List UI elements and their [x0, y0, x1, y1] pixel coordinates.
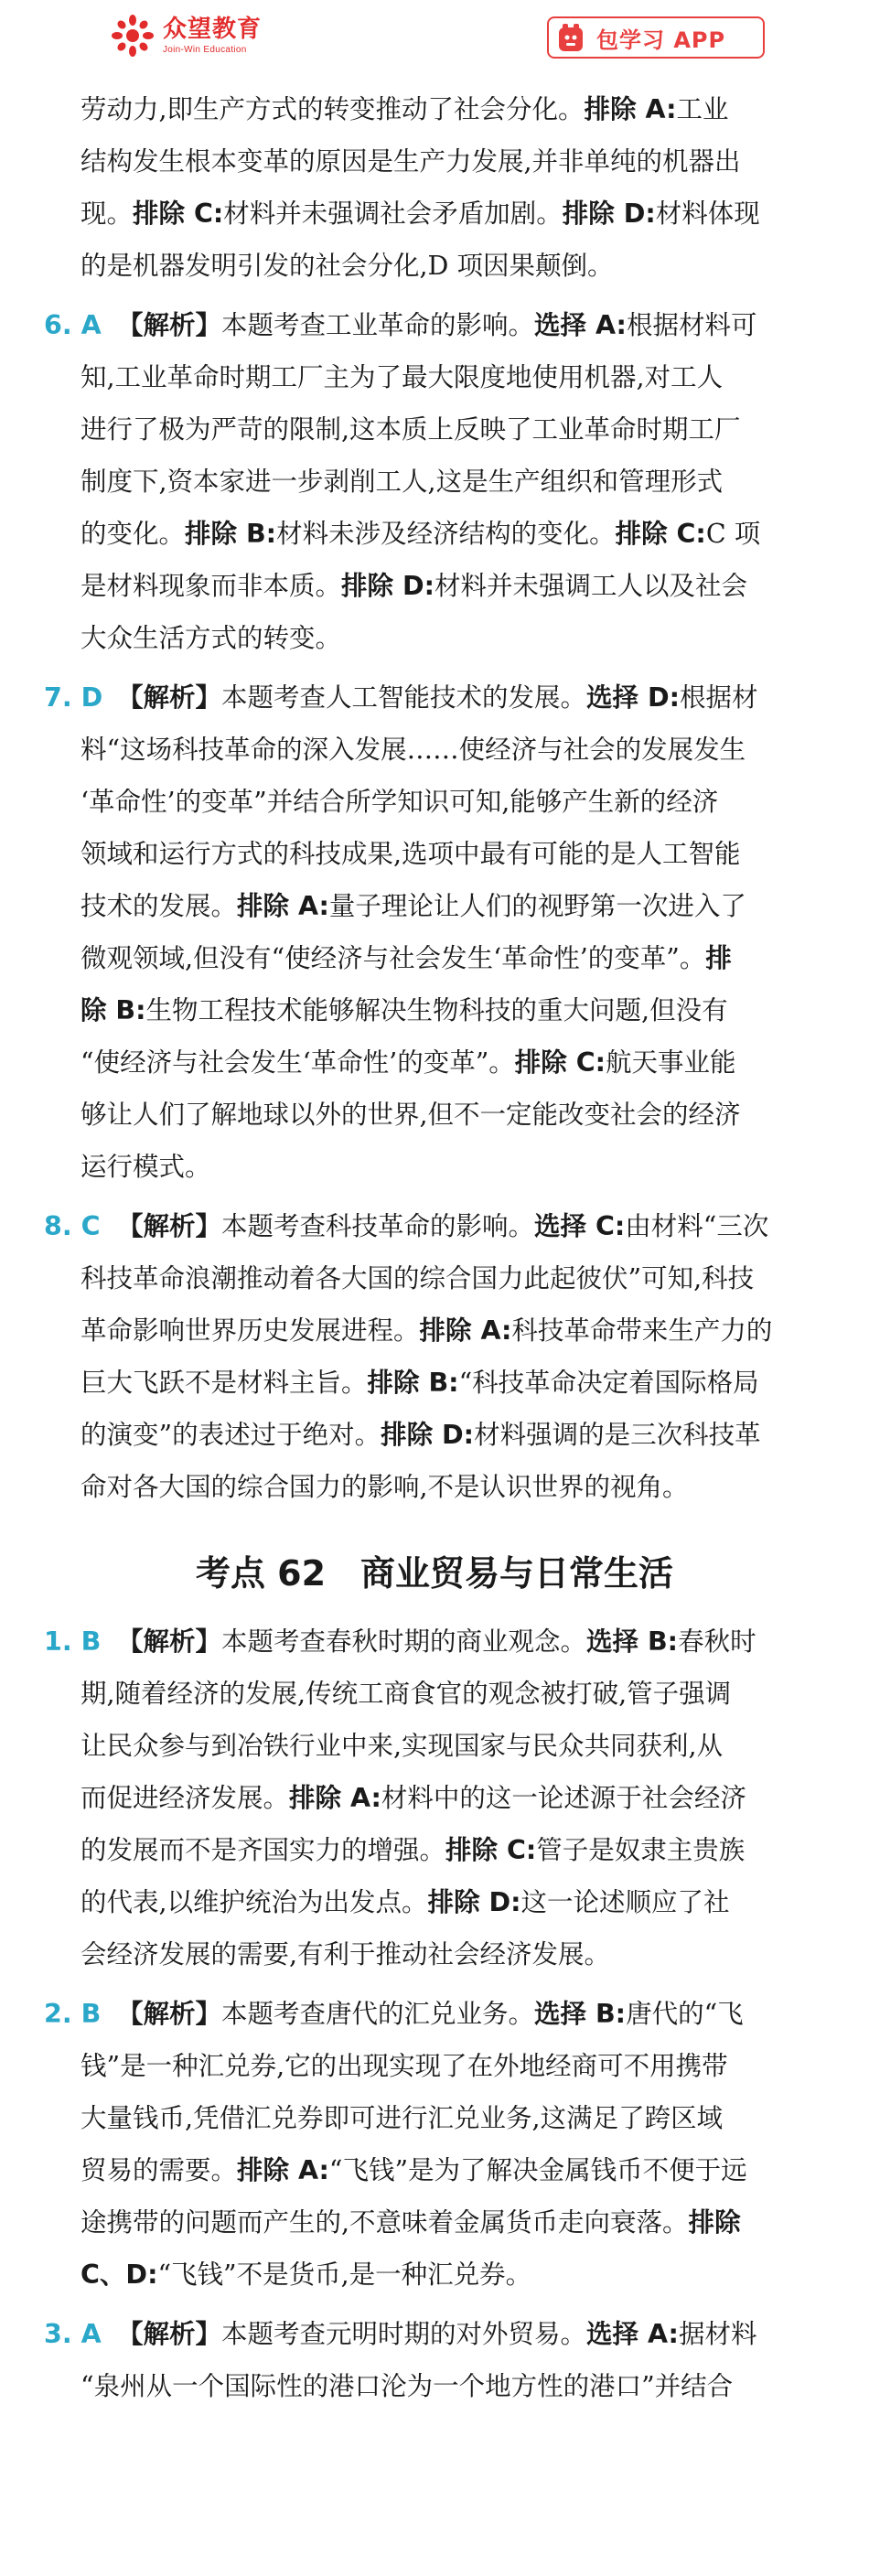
text-segment: 的发展而不是齐国实力的增强。 — [80, 1835, 446, 1865]
text-segment: 的是机器发明引发的社会分化,D 项因果颠倒。 — [80, 251, 614, 281]
question-number: 8. C — [44, 1211, 101, 1241]
bold-label: 【解析】 — [117, 1211, 222, 1241]
bold-label: 排除 C: — [615, 519, 706, 549]
text-segment: 让民众参与到冶铁行业中来,实现国家与民众共同获利,从 — [80, 1731, 724, 1761]
text-line — [117, 1624, 756, 1660]
text-segment: 根据材 — [680, 682, 758, 713]
bold-label: 排除 A: — [584, 94, 677, 124]
app-download-badge[interactable] — [547, 16, 765, 59]
bold-label: 排除 C: — [445, 1835, 537, 1865]
bold-label: 排除 B: — [185, 519, 277, 549]
bold-label: 排除 B: — [367, 1368, 459, 1398]
bold-label: 排除 D: — [427, 1887, 521, 1917]
text-segment: 由材料“三次 — [625, 1211, 769, 1241]
text-segment: 的演变”的表述过于绝对。 — [80, 1420, 381, 1450]
text-line — [80, 464, 723, 500]
text-segment: 大量钱币,凭借汇兑券即可进行汇兑业务,这满足了跨区域 — [80, 2103, 724, 2133]
text-segment: 期,随着经济的发展,传统工商食官的观念被打破,管子强调 — [80, 1679, 732, 1709]
bold-label: 排除 — [688, 2207, 741, 2238]
bold-label: C、D: — [80, 2259, 158, 2290]
text-segment: 制度下,资本家进一步剥削工人,这是生产组织和管理形式 — [80, 467, 724, 497]
text-segment: 结构发生根本变革的原因是生产力发展,并非单纯的机器出 — [80, 146, 741, 177]
text-segment: 生物工程技术能够解决生物科技的重大问题,但没有 — [145, 995, 728, 1025]
text-line — [80, 1469, 689, 1506]
text-line — [80, 1728, 723, 1765]
brand-logo-icon — [110, 13, 156, 59]
bold-label: 排除 A: — [289, 1783, 381, 1813]
question-number: 6. A — [44, 310, 102, 340]
app-icon — [558, 23, 584, 52]
text-segment: 本题考查科技革命的影响。 — [221, 1211, 535, 1241]
text-segment: 春秋时 — [678, 1626, 756, 1657]
text-line — [80, 1045, 736, 1081]
brand-logo — [110, 13, 262, 59]
bold-label: 排除 D: — [381, 1420, 475, 1450]
text-segment: 材料体现 — [655, 199, 760, 229]
text-segment: 的代表,以维护统治为出发点。 — [80, 1887, 428, 1917]
text-segment: 会经济发展的需要,有利于推动社会经济发展。 — [80, 1939, 611, 1970]
text-segment: 知,工业革命时期工厂主为了最大限度地使用机器,对工人 — [80, 362, 724, 392]
text-segment: 唐代的“飞 — [626, 1999, 744, 2029]
section-title: 考点 62 商业贸易与日常生活 — [195, 1553, 674, 1594]
bold-label: 选择 C: — [534, 1211, 626, 1241]
text-segment: 技术的发展。 — [80, 891, 238, 921]
text-line — [80, 1884, 730, 1921]
text-line — [80, 888, 746, 925]
text-segment: 领域和运行方式的科技成果,选项中最有可能的是人工智能 — [80, 839, 741, 869]
text-segment: 进行了极为严苛的限制,这本质上反映了工业革命时期工厂 — [80, 414, 741, 445]
text-segment: “飞钱”是为了解决金属钱币不便于远 — [328, 2155, 747, 2185]
text-segment: ‘革命性’的变革”并结合所学知识可知,能够产生新的经济 — [80, 787, 719, 817]
page-header — [0, 0, 869, 79]
text-line — [80, 1676, 731, 1712]
text-line — [80, 2100, 723, 2137]
bold-label: 排除 D: — [341, 571, 434, 601]
text-line — [80, 1780, 746, 1817]
text-segment: 本题考查元明时期的对外贸易。 — [221, 2319, 587, 2349]
text-segment: 这一论述顺应了社 — [520, 1887, 730, 1917]
text-segment: 科技革命带来生产力的 — [511, 1315, 773, 1346]
text-segment: 革命影响世界历史发展进程。 — [80, 1315, 420, 1346]
bold-label: 选择 B: — [534, 1999, 627, 2029]
text-segment: 量子理论让人们的视野第一次进入了 — [328, 891, 746, 921]
text-line — [80, 2048, 728, 2085]
text-line — [117, 1996, 744, 2033]
text-segment: 材料中的这一论述源于社会经济 — [381, 1783, 746, 1813]
text-segment: 现。 — [80, 199, 134, 229]
text-segment: 材料并未强调工人以及社会 — [434, 571, 748, 601]
text-line — [80, 2368, 733, 2405]
text-segment: 劳动力,即生产方式的转变推动了社会分化。 — [80, 94, 585, 124]
bold-label: 排除 A: — [419, 1315, 512, 1346]
text-segment: C 项 — [705, 519, 761, 549]
text-line — [80, 1365, 759, 1401]
text-segment: 而促进经济发展。 — [80, 1783, 290, 1813]
text-line — [117, 2316, 756, 2353]
bold-label: 选择 A: — [586, 2319, 679, 2349]
text-line — [117, 680, 758, 716]
bold-label: 排除 A: — [237, 891, 329, 921]
bold-label: 排除 C: — [514, 1047, 606, 1078]
text-segment: 航天事业能 — [606, 1047, 736, 1078]
question-number: 2. B — [44, 1999, 102, 2029]
text-segment: 钱”是一种汇兑券,它的出现实现了在外地经商可不用携带 — [80, 2051, 728, 2081]
bold-label: 排除 D: — [562, 199, 656, 229]
text-segment: 的变化。 — [80, 519, 186, 549]
question-number: 1. B — [44, 1626, 102, 1657]
text-segment: 够让人们了解地球以外的世界,但不一定能改变社会的经济 — [80, 1100, 741, 1130]
text-segment: 料“这场科技革命的深入发展……使经济与社会的发展发生 — [80, 735, 746, 765]
text-segment: “飞钱”不是货币,是一种汇兑券。 — [157, 2259, 532, 2290]
text-line — [80, 993, 728, 1029]
text-line — [80, 2152, 747, 2189]
text-line — [117, 1208, 768, 1245]
bold-label: 选择 D: — [586, 682, 681, 713]
bold-label: 选择 A: — [534, 310, 627, 340]
text-line — [80, 784, 718, 821]
text-segment: 科技革命浪潮推动着各大国的综合国力此起彼伏”可知,科技 — [80, 1263, 755, 1293]
text-line — [80, 516, 760, 553]
bold-label: 【解析】 — [117, 682, 222, 713]
text-line — [80, 620, 341, 657]
text-segment: 材料未涉及经济结构的变化。 — [276, 519, 616, 549]
text-line — [80, 836, 741, 873]
text-line — [80, 91, 728, 128]
bold-label: 除 B: — [80, 995, 146, 1025]
text-segment: 是材料现象而非本质。 — [80, 571, 342, 601]
bold-label: 【解析】 — [117, 1626, 222, 1657]
text-line — [80, 2257, 531, 2293]
text-line — [80, 412, 741, 448]
question-number: 7. D — [44, 682, 103, 713]
app-label: 包学习 APP — [596, 27, 726, 53]
bold-label: 选择 B: — [586, 1626, 679, 1657]
text-line — [80, 360, 723, 396]
bold-label: 排除 A: — [237, 2155, 329, 2185]
bold-label: 【解析】 — [117, 1999, 222, 2029]
bold-label: 【解析】 — [117, 2319, 222, 2349]
text-line — [80, 568, 747, 605]
text-segment: 大众生活方式的转变。 — [80, 623, 342, 653]
text-line — [80, 1149, 211, 1186]
text-segment: “使经济与社会发生‘革命性’的变革”。 — [80, 1047, 515, 1078]
text-line — [80, 144, 741, 180]
text-line — [80, 1417, 761, 1454]
text-segment: 工业 — [676, 94, 729, 124]
text-segment: “科技革命决定着国际格局 — [458, 1368, 759, 1398]
text-line — [80, 940, 732, 977]
text-segment: 微观领域,但没有“使经济与社会发生‘革命性’的变革”。 — [80, 943, 706, 973]
text-segment: 本题考查工业革命的影响。 — [221, 310, 535, 340]
text-segment: 据材料 — [678, 2319, 757, 2349]
text-segment: 本题考查唐代的汇兑业务。 — [221, 1999, 535, 2029]
text-segment: 根据材料可 — [626, 310, 757, 340]
bold-label: 【解析】 — [117, 310, 222, 340]
brand-name-en: Join-Win Education — [163, 44, 247, 55]
text-segment: 本题考查春秋时期的商业观念。 — [221, 1626, 587, 1657]
text-segment: 本题考查人工智能技术的发展。 — [221, 682, 587, 713]
text-line — [80, 1313, 772, 1349]
text-segment: “泉州从一个国际性的港口沦为一个地方性的港口”并结合 — [80, 2371, 734, 2401]
text-segment: 巨大飞跃不是材料主旨。 — [80, 1368, 368, 1398]
text-line — [80, 2205, 741, 2241]
text-line — [80, 1937, 610, 1973]
bold-label: 排 — [705, 943, 732, 973]
text-line — [80, 732, 746, 768]
text-segment: 命对各大国的综合国力的影响,不是认识世界的视角。 — [80, 1472, 689, 1502]
text-line — [80, 248, 613, 284]
text-line — [80, 196, 760, 232]
text-line — [80, 1832, 745, 1869]
question-number: 3. A — [44, 2319, 102, 2349]
text-segment: 途携带的问题而产生的,不意味着金属货币走向衰落。 — [80, 2207, 689, 2238]
text-segment: 运行模式。 — [80, 1152, 211, 1182]
text-segment: 材料并未强调社会矛盾加剧。 — [223, 199, 563, 229]
text-line — [117, 307, 756, 344]
text-segment: 管子是奴隶主贵族 — [536, 1835, 746, 1865]
text-segment: 贸易的需要。 — [80, 2155, 238, 2185]
text-segment: 材料强调的是三次科技革 — [474, 1420, 761, 1450]
text-line — [80, 1097, 741, 1133]
text-line — [80, 1261, 754, 1297]
brand-name: 众望教育 — [163, 15, 263, 43]
bold-label: 排除 C: — [133, 199, 224, 229]
